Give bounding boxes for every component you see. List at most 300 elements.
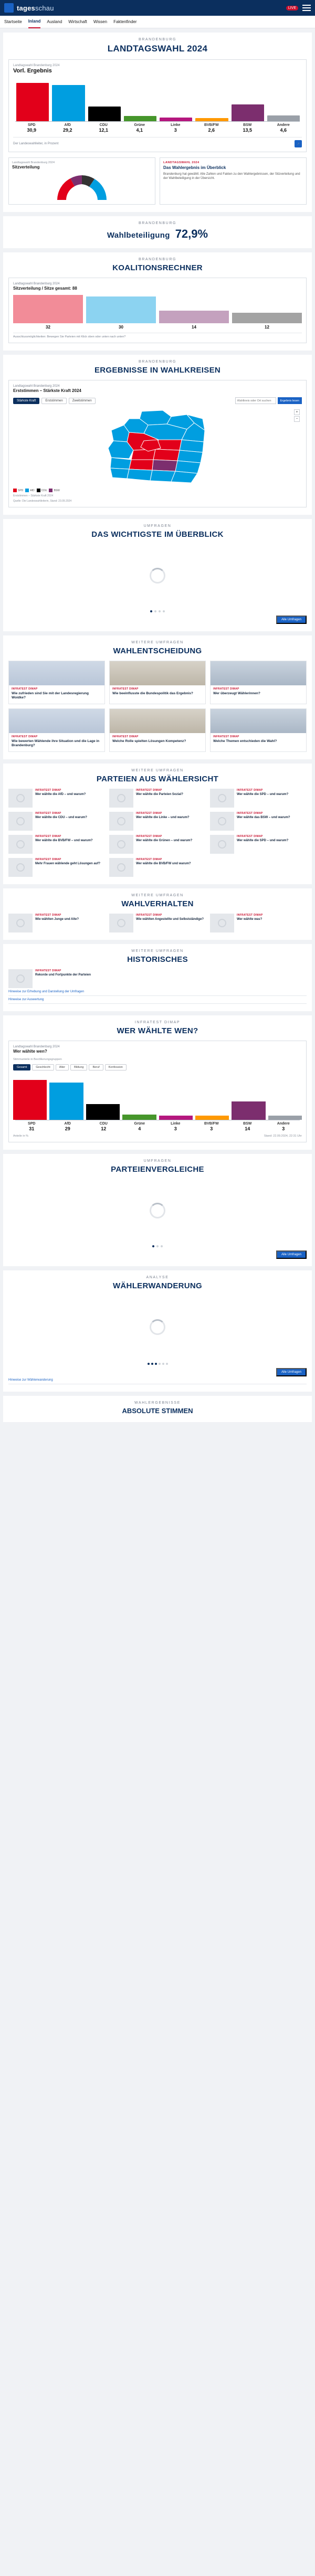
party-value: 31 (29, 1126, 35, 1131)
map-tab-staerkste-kraft[interactable]: Stärkste Kraft (13, 398, 39, 404)
history-kicker: WEITERE UMFRAGEN (131, 949, 184, 953)
tile-body (237, 789, 288, 808)
legend-label: SPD (18, 489, 24, 492)
party-name: BSW (243, 1121, 252, 1126)
tile-title: Wer wählte die Linke – und warum? (136, 815, 190, 819)
who-voted-label-linke (159, 1122, 192, 1131)
overview-promo[interactable] (160, 157, 307, 205)
parties-tile[interactable] (8, 835, 105, 854)
map-widget-title: Erststimmen – Stärkste Kraft 2024 (13, 388, 81, 393)
decision-tile[interactable] (109, 708, 206, 752)
behaviour-section (3, 888, 312, 940)
who-voted-widget-title: Wer wählte wen? (13, 1048, 47, 1054)
tile-body (136, 812, 190, 831)
tile-title: Rekorde und Fortpunkte der Parteien (35, 973, 91, 977)
tile-body (35, 789, 86, 808)
map-zoom-out-button[interactable]: − (294, 416, 300, 422)
who-voted-label-spd (15, 1122, 48, 1131)
tile-kicker: INFRATEST DIMAP (237, 913, 263, 917)
map-title: ERGEBNISSE IN WAHLKREISEN (94, 366, 221, 375)
label-cdu (87, 123, 120, 133)
legend-label: AfD (30, 489, 35, 492)
bar-afd (52, 79, 85, 121)
coalition-title: KOALITIONSRECHNER (112, 263, 203, 272)
tile-thumbnail (109, 812, 133, 831)
map-legend (13, 489, 302, 492)
who-voted-source: Stand: 22.09.2024, 22:31 Uhr (264, 1134, 302, 1138)
overview-more-button[interactable]: Alle Umfragen (276, 616, 307, 624)
tile-kicker: INFRATEST DIMAP (112, 687, 139, 691)
spinner-icon (16, 919, 25, 927)
who-voted-tab-bildung[interactable]: Bildung (70, 1064, 87, 1070)
party-value: 12,1 (99, 128, 109, 133)
party-name: CDU (99, 1121, 108, 1126)
who-voted-bar-grüne (122, 1075, 156, 1120)
map-section (3, 355, 312, 515)
map-legend-cdu (37, 489, 47, 492)
compare-loading (8, 1179, 307, 1242)
tile-kicker: INFRATEST DIMAP (35, 834, 61, 838)
map-widget[interactable] (8, 380, 307, 507)
parties-tile[interactable] (8, 858, 105, 877)
promo-title: Das Wahlergebnis im Überblick (163, 165, 226, 170)
coalition-bar-cdu[interactable] (232, 295, 302, 323)
map-search-button[interactable]: Ergebnis lesen (278, 397, 302, 404)
turnout-row (8, 227, 307, 241)
spinner-icon (150, 568, 165, 584)
absolute-kicker: WAHLERGEBNISSE (134, 1401, 181, 1405)
decision-title: WAHLENTSCHEIDUNG (113, 646, 202, 655)
decision-kicker: WEITERE UMFRAGEN (131, 641, 184, 644)
parties-tile-grid (8, 789, 307, 877)
behaviour-tile[interactable] (8, 914, 105, 932)
party-value: 4,1 (136, 128, 143, 133)
spinner-icon (150, 1319, 165, 1335)
tile-body (237, 835, 288, 854)
map-zoom-controls (294, 409, 300, 422)
decision-tile-grid (8, 661, 307, 752)
who-voted-tab-geschlecht[interactable]: Geschlecht (32, 1064, 54, 1070)
history-section (3, 944, 312, 1011)
decision-tile[interactable] (210, 661, 307, 704)
tile-body (9, 733, 104, 751)
result-widget-label: Landtagswahl Brandenburg 2024 (13, 64, 60, 67)
tile-thumbnail (9, 661, 104, 685)
tile-thumbnail (210, 812, 234, 831)
history-tile-grid (8, 969, 307, 988)
spinner-icon (16, 794, 25, 802)
spinner-icon (218, 817, 226, 825)
tile-kicker: INFRATEST DIMAP (35, 969, 61, 972)
label-grüne (123, 123, 156, 133)
share-icon[interactable]: ↗ (295, 140, 302, 147)
overview-loading (8, 544, 307, 607)
coalition-seats-cdu: 12 (265, 325, 269, 330)
tile-kicker: INFRATEST DIMAP (136, 913, 162, 917)
map-source: Quelle: Die Landeswahlleiterin, Stand: 23.09.2024 (13, 500, 72, 503)
who-voted-tab-beruf[interactable]: Beruf (89, 1064, 103, 1070)
who-voted-kicker: INFRATEST DIMAP (134, 1020, 181, 1024)
who-voted-widget[interactable] (8, 1041, 307, 1142)
party-value: 14 (245, 1126, 250, 1131)
party-value: 30,9 (27, 128, 37, 133)
party-value: 4 (138, 1126, 141, 1131)
decision-tile[interactable] (8, 708, 105, 752)
tile-body (35, 835, 93, 854)
behaviour-title: WAHLVERHALTEN (121, 899, 194, 908)
bar-bsw (232, 79, 264, 121)
nav-item-ausland[interactable]: Ausland (47, 19, 62, 24)
label-linke (159, 123, 192, 133)
map-search-input[interactable] (235, 397, 276, 404)
spinner-icon (117, 919, 125, 927)
tile-thumbnail (8, 969, 33, 988)
promo-kicker: LANDTAGSWAHL 2024 (163, 161, 200, 164)
turnout-label: Wahlbeteiligung (107, 231, 170, 240)
who-voted-bar-linke (159, 1075, 193, 1120)
tile-body (136, 835, 192, 854)
behaviour-tile[interactable] (109, 914, 206, 932)
hemicycle-icon (12, 172, 152, 201)
label-spd (15, 123, 48, 133)
tile-body (237, 812, 290, 831)
party-name: AfD (64, 123, 71, 127)
top-bar (0, 0, 315, 16)
parties-tile[interactable] (8, 812, 105, 831)
tile-kicker: INFRATEST DIMAP (35, 811, 61, 815)
nav-item-inland[interactable]: Inland (28, 16, 41, 28)
result-section (3, 33, 312, 212)
compare-more-button[interactable]: Alle Umfragen (276, 1250, 307, 1259)
tile-body (237, 914, 263, 932)
tile-thumbnail (8, 914, 33, 932)
behaviour-tile[interactable] (210, 914, 307, 932)
tile-title: Wer wählte die BVB/FW – und warum? (35, 839, 93, 842)
result-title: LANDTAGSWAHL 2024 (107, 44, 208, 54)
tile-kicker: INFRATEST DIMAP (237, 834, 263, 838)
nav-item-wissen[interactable]: Wissen (93, 19, 108, 24)
decision-tile[interactable] (8, 661, 105, 704)
coalition-seat-numbers (13, 325, 302, 330)
migration-loading (8, 1296, 307, 1359)
who-voted-bar-bsw (232, 1075, 265, 1120)
map-tab-erststimmen[interactable]: Erststimmen (41, 398, 66, 404)
migration-footer-link[interactable]: Hinweise zur Wählerwanderung (8, 1376, 307, 1384)
tile-thumbnail (109, 789, 133, 808)
label-bvb/fw (195, 123, 228, 133)
party-name: Grüne (134, 123, 145, 127)
result-secondary-row (8, 157, 307, 205)
tile-thumbnail (210, 789, 234, 808)
coalition-seats-bsw: 14 (192, 325, 196, 330)
who-voted-bar-andere (268, 1075, 302, 1120)
parties-tile[interactable] (210, 789, 307, 808)
tile-body (211, 685, 306, 699)
decision-tile[interactable] (210, 708, 307, 752)
tile-title: Wer wählte die SPD – und warum? (237, 792, 289, 796)
tile-body (110, 733, 205, 747)
who-voted-bar-bvb/fw (195, 1075, 229, 1120)
party-value: 29 (65, 1126, 70, 1131)
top-bar-right (286, 5, 311, 11)
tile-title: Welche Themen entschieden die Wahl? (213, 739, 277, 743)
party-value: 4,6 (280, 128, 287, 133)
who-voted-tab-gesamt[interactable]: Gesamt (13, 1064, 30, 1070)
party-name: Andere (277, 1121, 290, 1126)
party-name: AfD (64, 1121, 71, 1126)
tile-thumbnail (109, 914, 133, 932)
brand-title[interactable] (17, 4, 54, 12)
seat-widget-label: Landtagswahl Brandenburg 2024 (12, 161, 55, 164)
turnout-kicker: BRANDENBURG (138, 221, 177, 225)
legend-label: BSW (54, 489, 60, 492)
tile-body (9, 685, 104, 704)
map-legend-spd (13, 489, 23, 492)
party-value: 2,6 (208, 128, 215, 133)
compare-carousel-dots[interactable] (8, 1245, 307, 1247)
tile-thumbnail (210, 835, 234, 854)
history-link-2[interactable]: Hinweise zur Auswertung (8, 996, 307, 1004)
tile-kicker: INFRATEST DIMAP (12, 687, 38, 691)
tile-title: Welche Rolle spielten Lösungen Kompetenz? (112, 739, 186, 743)
spinner-icon (218, 794, 226, 802)
absolute-section (3, 1396, 312, 1422)
tile-thumbnail (8, 789, 33, 808)
compare-section (3, 1154, 312, 1266)
label-andere (267, 123, 300, 133)
coalition-bar-bsw[interactable] (159, 295, 229, 323)
tile-title: Wer wählte die Grünen – und warum? (136, 839, 193, 842)
who-voted-tabs (13, 1064, 302, 1070)
who-voted-label-afd (51, 1122, 85, 1131)
tile-body (110, 685, 205, 699)
behaviour-kicker: WEITERE UMFRAGEN (131, 893, 184, 897)
result-chart-axis (15, 121, 300, 122)
migration-kicker: ANALYSE (146, 1275, 169, 1279)
seat-distribution-widget[interactable] (8, 157, 155, 205)
tile-thumbnail (210, 914, 234, 932)
menu-icon[interactable] (302, 5, 311, 11)
tile-body (136, 858, 191, 877)
main-nav (0, 16, 315, 28)
spinner-icon (16, 974, 25, 983)
tile-title: Mehr Frauen wählende geht Lösungen auf? (35, 862, 101, 865)
absolute-title: ABSOLUTE STIMMEN (122, 1406, 193, 1415)
result-widget (8, 59, 307, 152)
map-tab-zweitstimmen[interactable]: Zweitstimmen (69, 398, 96, 404)
party-name: Linke (171, 123, 181, 127)
coalition-bar-spd[interactable] (13, 295, 83, 323)
party-value: 3 (174, 1126, 177, 1131)
parties-tile[interactable] (210, 812, 307, 831)
migration-more-button[interactable]: Alle Umfragen (276, 1368, 307, 1376)
tile-thumbnail (211, 709, 306, 733)
tile-title: Wie zufrieden sind Sie mit der Landesregierung Woidke? (12, 692, 89, 700)
parties-tile[interactable] (109, 858, 206, 877)
tile-thumbnail (109, 858, 133, 877)
tile-title: Wer wählte die Parteien Sozial? (136, 792, 183, 796)
map-area[interactable] (13, 407, 302, 486)
party-name: Andere (277, 123, 290, 127)
who-voted-bar-spd (13, 1075, 47, 1120)
tile-body (35, 858, 100, 877)
tile-kicker: INFRATEST DIMAP (12, 735, 38, 738)
tile-kicker: INFRATEST DIMAP (136, 811, 162, 815)
who-voted-label-bsw (231, 1122, 264, 1131)
who-voted-bar-chart (13, 1075, 302, 1120)
brand-thin: schau (35, 4, 54, 12)
tile-kicker: INFRATEST DIMAP (136, 857, 162, 861)
spinner-icon (117, 794, 125, 802)
seat-widget-title: Sitzverteilung (12, 165, 40, 169)
tile-body (35, 969, 91, 988)
history-title: HISTORISCHES (127, 955, 188, 964)
turnout-section (3, 216, 312, 248)
tile-body (35, 914, 79, 932)
spinner-icon (150, 1203, 165, 1218)
bar-bvb/fw (195, 79, 228, 121)
compare-kicker: UMFRAGEN (143, 1159, 172, 1163)
bar-spd (16, 79, 49, 121)
coalition-bar-afd[interactable] (86, 295, 156, 323)
who-voted-tab-alter[interactable]: Alter (56, 1064, 69, 1070)
promo-text: Brandenburg hat gewählt: Alle Zahlen und Fakten zu den Wahlergebnissen, der Sitzverteilung und der Wahlbeteiligung in der Übersicht. (163, 173, 300, 181)
party-name: Grüne (134, 1121, 145, 1126)
overview-kicker: UMFRAGEN (143, 524, 172, 528)
map-legend-afd (25, 489, 34, 492)
tile-title: Wer wählte die CDU – und warum? (35, 815, 87, 819)
who-voted-label-grüne (123, 1122, 156, 1131)
map-legend-bsw (49, 489, 59, 492)
result-kicker: BRANDENBURG (138, 38, 177, 41)
parties-section (3, 764, 312, 884)
tile-kicker: INFRATEST DIMAP (213, 735, 239, 738)
tile-kicker: INFRATEST DIMAP (35, 857, 61, 861)
who-voted-tab-konfession[interactable]: Konfession (105, 1064, 127, 1070)
spinner-icon (117, 863, 125, 872)
coalition-note: Ausschlussmöglichkeiten: Bewegen Sie Parteien mit Klick oben oder unten nach unten? (13, 333, 302, 338)
party-name: BVB/FW (204, 123, 219, 127)
tile-kicker: INFRATEST DIMAP (112, 735, 139, 738)
compare-title: PARTEIENVERGLEICHE (111, 1164, 204, 1174)
spinner-icon (16, 840, 25, 849)
overview-carousel-dots[interactable] (8, 610, 307, 612)
party-name: BVB/FW (204, 1121, 219, 1126)
parties-kicker: WEITERE UMFRAGEN (131, 768, 184, 772)
migration-carousel-dots[interactable] (8, 1363, 307, 1365)
map-zoom-in-button[interactable]: + (294, 409, 300, 415)
result-footnote: Der Landeswahlleiter, in Prozent (13, 142, 59, 145)
spinner-icon (16, 863, 25, 872)
result-chart-labels (15, 123, 300, 133)
result-widget-title: Vorl. Ergebnis (13, 68, 52, 74)
behaviour-tile-grid (8, 914, 307, 932)
tile-body (211, 733, 306, 747)
party-name: SPD (28, 1121, 36, 1126)
tile-kicker: INFRATEST DIMAP (213, 687, 239, 691)
overview-title: DAS WICHTIGSTE IM ÜBERBLICK (91, 530, 224, 539)
coalition-seats-afd: 30 (119, 325, 123, 330)
tile-title: Wer überzeugt Wählerinnen? (213, 692, 260, 695)
parties-tile[interactable] (109, 789, 206, 808)
party-value: 3 (282, 1126, 285, 1131)
parties-tile[interactable] (8, 789, 105, 808)
tile-kicker: INFRATEST DIMAP (136, 788, 162, 792)
tile-body (136, 789, 183, 808)
tile-title: Wer wählte das BSW – und warum? (237, 815, 290, 819)
tile-kicker: INFRATEST DIMAP (35, 788, 61, 792)
bar-cdu (88, 79, 121, 121)
legend-label: CDU (41, 489, 47, 492)
parties-tile[interactable] (109, 812, 206, 831)
decision-tile[interactable] (109, 661, 206, 704)
parties-tile[interactable] (109, 835, 206, 854)
live-badge[interactable]: LIVE (286, 6, 298, 10)
who-voted-bar-cdu (86, 1075, 120, 1120)
tile-kicker: INFRATEST DIMAP (237, 788, 263, 792)
tile-title: Wer wählte die SPD – und warum? (237, 839, 289, 842)
decision-section (3, 635, 312, 759)
coalition-widget[interactable] (8, 278, 307, 343)
coalition-kicker: BRANDENBURG (138, 258, 177, 261)
nav-item-wirtschaft[interactable]: Wirtschaft (68, 19, 87, 24)
tile-thumbnail (8, 835, 33, 854)
coalition-section (3, 252, 312, 351)
who-voted-legend-note: Anteile in % (13, 1134, 29, 1138)
who-voted-widget-sub: Stimmanteile in Bevölkerungsgruppen (13, 1057, 62, 1061)
map-search (235, 397, 302, 404)
map-widget-label: Landtagswahl Brandenburg 2024 (13, 385, 60, 388)
tile-kicker: INFRATEST DIMAP (136, 834, 162, 838)
coalition-seats-spd: 32 (46, 325, 50, 330)
history-tile[interactable] (8, 969, 105, 988)
label-bsw (231, 123, 264, 133)
brandenburg-map (13, 407, 302, 486)
tile-title: Wie beeinflusste die Bundespolitik das Ergebnis? (112, 692, 193, 695)
spinner-icon (117, 817, 125, 825)
who-voted-bar-afd (49, 1075, 83, 1120)
spinner-icon (218, 919, 226, 927)
label-afd (51, 123, 85, 133)
tile-kicker: INFRATEST DIMAP (35, 913, 61, 917)
bar-grüne (124, 79, 156, 121)
history-link-1[interactable]: Hinweise zur Erhebung und Darstellung der Umfragen (8, 988, 307, 996)
nav-item-faktenfinder[interactable]: Faktenfinder (113, 19, 137, 24)
party-name: BSW (243, 123, 252, 127)
result-widget-footer (13, 137, 302, 147)
coalition-widget-label: Landtagswahl Brandenburg 2024 (13, 282, 60, 285)
coalition-bars (13, 295, 302, 323)
tile-title: Wie wählten Angestellte und Selbstständige? (136, 917, 204, 921)
tile-thumbnail (110, 709, 205, 733)
who-voted-title: WER WÄHLTE WEN? (117, 1026, 198, 1035)
tile-title: Wer wählte die AfD – und warum? (35, 792, 86, 796)
turnout-value: 72,9% (175, 227, 208, 240)
nav-item-startseite[interactable]: Startseite (4, 19, 22, 24)
coalition-widget-title: Sitzverteilung / Sitze gesamt: 88 (13, 286, 77, 291)
who-voted-footer (13, 1135, 302, 1138)
tagesschau-logo[interactable] (4, 3, 14, 13)
tile-thumbnail (110, 661, 205, 685)
migration-section (3, 1270, 312, 1392)
party-value: 12 (101, 1126, 107, 1131)
tile-title: Wer wählte was? (237, 917, 262, 921)
parties-tile[interactable] (210, 835, 307, 854)
tile-thumbnail (8, 812, 33, 831)
map-kicker: BRANDENBURG (138, 360, 177, 364)
who-voted-label-cdu (87, 1122, 120, 1131)
tile-thumbnail (8, 858, 33, 877)
